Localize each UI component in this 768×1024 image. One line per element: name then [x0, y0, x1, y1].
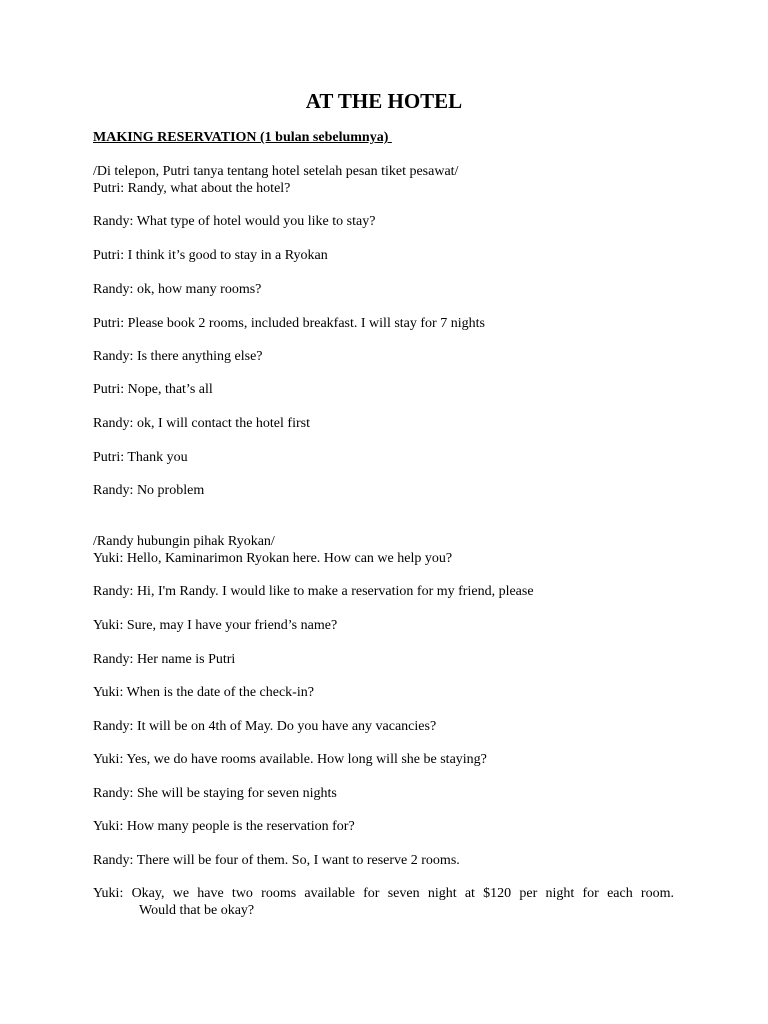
dialogue-line: Randy: Hi, I'm Randy. I would like to make a reservation for my friend, please	[93, 584, 534, 599]
dialogue-line: Yuki: Sure, may I have your friend’s name?	[93, 618, 338, 633]
dialogue-line: /Di telepon, Putri tanya tentang hotel setelah pesan tiket pesawat/	[93, 164, 459, 179]
dialogue-line: Randy: Her name is Putri	[93, 652, 236, 667]
dialogue-line: Randy: ok, how many rooms?	[93, 282, 262, 297]
document-title: AT THE HOTEL	[305, 89, 463, 113]
dialogue-line: Putri: Nope, that’s all	[93, 382, 213, 397]
dialogue-line: Randy: It will be on 4th of May. Do you have any vacancies?	[93, 719, 437, 734]
dialogue-line: Putri: Randy, what about the hotel?	[93, 181, 291, 196]
section-heading: MAKING RESERVATION (1 bulan sebelumnya)	[93, 130, 392, 145]
dialogue-line: Yuki: Okay, we have two rooms available for seven night at $120 per night for each room.	[93, 886, 674, 901]
dialogue-line: Putri: Thank you	[93, 450, 188, 465]
dialogue-line: Yuki: Hello, Kaminarimon Ryokan here. How can we help you?	[93, 551, 453, 566]
dialogue-line: Randy: Is there anything else?	[93, 349, 263, 364]
dialogue-line: Putri: I think it’s good to stay in a Ryokan	[93, 248, 328, 263]
dialogue-line: /Randy hubungin pihak Ryokan/	[93, 534, 275, 549]
dialogue-line: Randy: What type of hotel would you like to stay?	[93, 214, 376, 229]
dialogue-line: Yuki: Yes, we do have rooms available. How long will she be staying?	[93, 752, 487, 767]
dialogue-line: Yuki: How many people is the reservation for?	[93, 819, 355, 834]
dialogue-line-continuation: Would that be okay?	[139, 903, 255, 918]
dialogue-line: Putri: Please book 2 rooms, included breakfast. I will stay for 7 nights	[93, 316, 485, 331]
dialogue-line: Randy: There will be four of them. So, I want to reserve 2 rooms.	[93, 853, 460, 868]
dialogue-line: Randy: She will be staying for seven nights	[93, 786, 337, 801]
dialogue-line: Yuki: When is the date of the check-in?	[93, 685, 314, 700]
dialogue-line: Randy: ok, I will contact the hotel first	[93, 416, 310, 431]
dialogue-line: Randy: No problem	[93, 483, 205, 498]
